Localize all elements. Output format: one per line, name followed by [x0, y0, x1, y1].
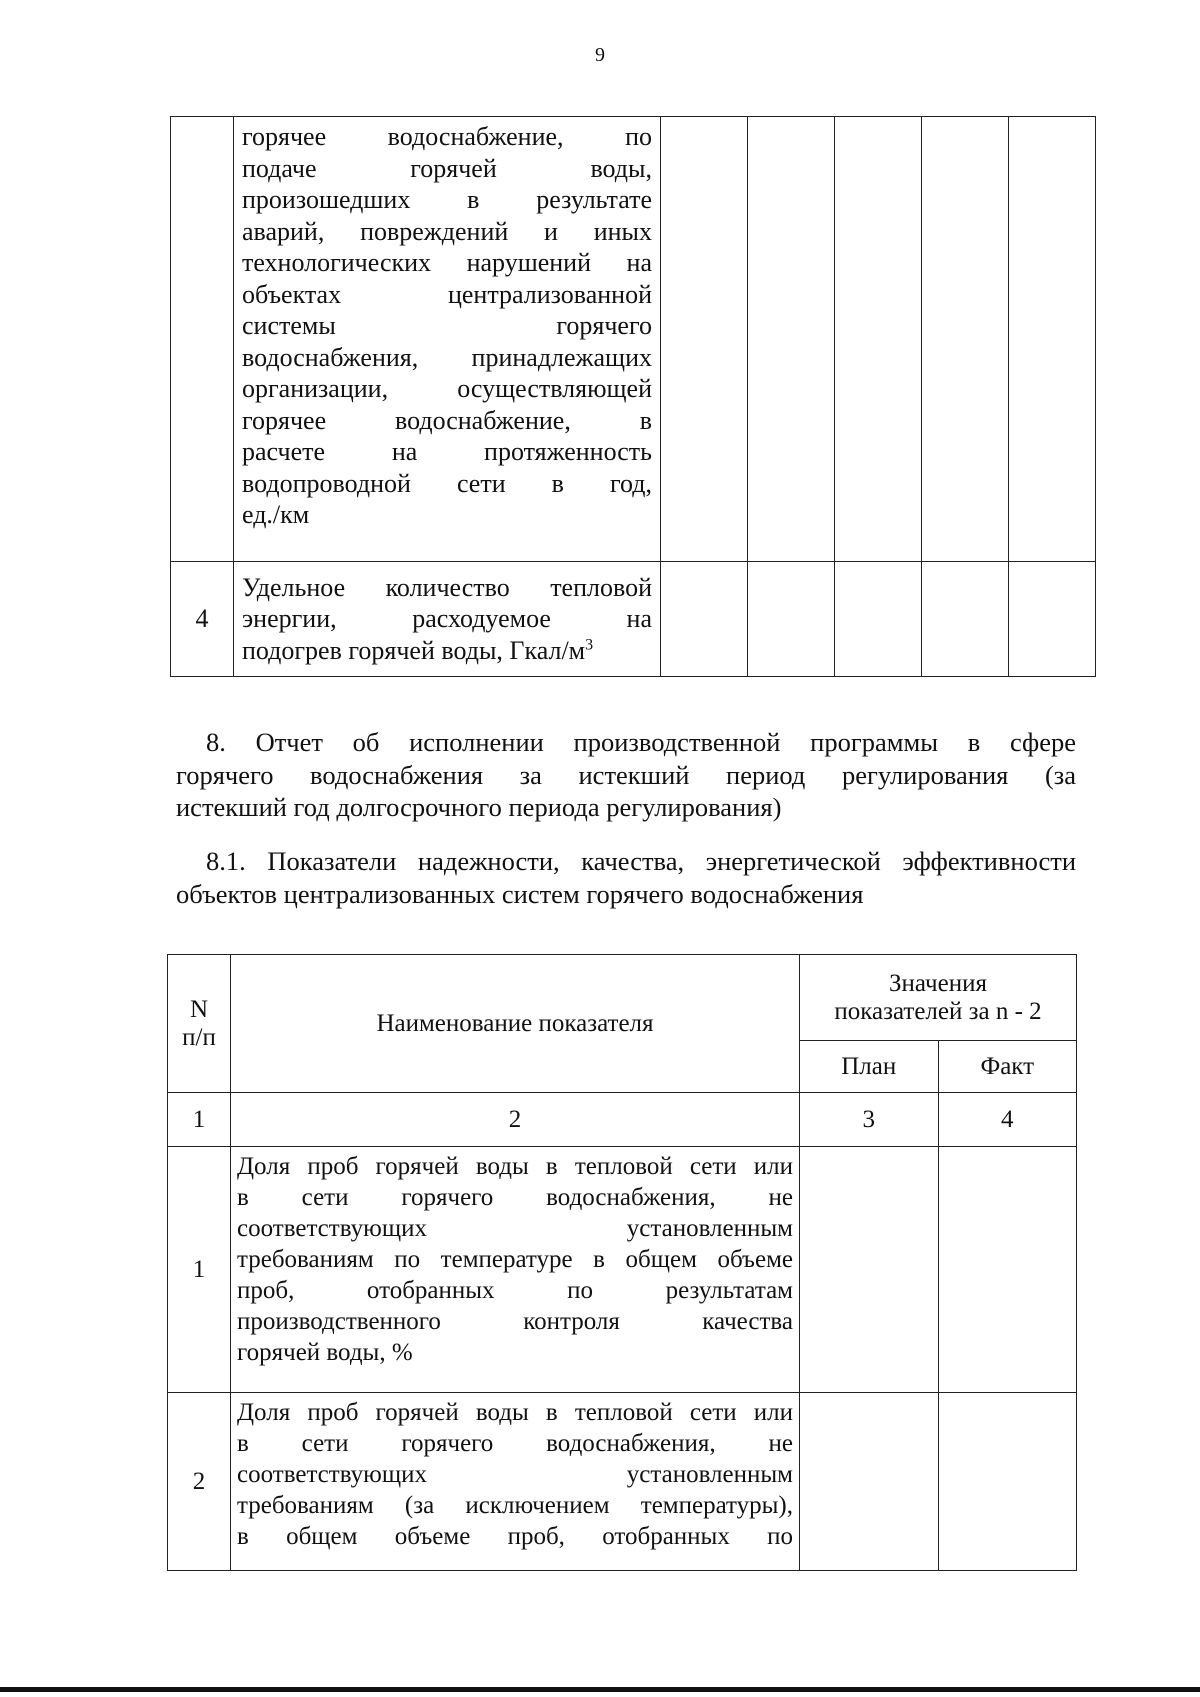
column-number: 1 [168, 1093, 231, 1147]
header-row [168, 955, 1077, 1041]
header-values [800, 955, 1077, 1041]
text-line [242, 635, 652, 667]
indicator-name [231, 1147, 800, 1393]
text-line: объектах централизованной [242, 279, 652, 309]
text-line: горячее водоснабжение, по [242, 122, 652, 151]
value-cell [922, 117, 1009, 562]
table-row [168, 1147, 1077, 1393]
text-line: 8. Отчет об исполнении производственной программы в сфере [206, 727, 1076, 757]
value-cell [748, 117, 835, 562]
header-number-line: N [189, 995, 209, 1023]
text-line: в общем объеме проб, отобранных по [237, 1523, 793, 1550]
text-line: требованиям по температуре в общем объеме [237, 1246, 793, 1273]
row-number [171, 117, 234, 562]
value-cell [1009, 117, 1096, 562]
text-line: соответствующих установленным [237, 1461, 793, 1488]
indicator-name [234, 562, 661, 677]
header-values-line: показателей за n - 2 [834, 997, 1042, 1025]
value-cell [661, 117, 748, 562]
page-bottom-rule [0, 1687, 1200, 1692]
table-row [171, 117, 1096, 562]
text-line: горячее водоснабжение, в [242, 405, 652, 435]
text-line: подаче горячей воды, [242, 153, 652, 183]
fact-value-cell [938, 1393, 1077, 1571]
table-row [171, 562, 1096, 677]
indicators-table-continued [170, 116, 1096, 677]
text-line: расчете на протяженность [242, 437, 652, 466]
text-line: организации, осуществляющей [242, 374, 652, 403]
value-cell [835, 562, 922, 677]
reliability-indicators-table [167, 954, 1077, 1571]
column-number: 4 [938, 1093, 1077, 1147]
header-number-line: п/п [182, 1023, 216, 1051]
page-number: 9 [595, 44, 605, 66]
plan-value-cell [800, 1147, 939, 1393]
unit-superscript: 3 [585, 636, 594, 654]
header-number [168, 955, 231, 1093]
text-line: энергии, расходуемое на [242, 604, 652, 634]
value-cell [748, 562, 835, 677]
header-values-line: Значения [889, 969, 987, 997]
text-line: объектов централизованных систем горячего водоснабжения [176, 878, 864, 909]
row-number: 1 [168, 1147, 231, 1393]
header-plan: План [800, 1041, 939, 1093]
text-line: горячей воды, % [237, 1339, 413, 1366]
text-line: произошедших в результате [242, 185, 652, 214]
text-line: технологических нарушений на [242, 248, 652, 277]
text-line: водоснабжения, принадлежащих [242, 342, 652, 372]
text-line: аварий, повреждений и иных [242, 216, 652, 246]
text-line: соответствующих установленным [237, 1215, 793, 1242]
text-line: горячего водоснабжения за истекший период регулирования (за [176, 759, 1076, 790]
indicator-name [234, 117, 661, 562]
header-fact: Факт [938, 1041, 1077, 1093]
row-number: 4 [171, 562, 234, 677]
column-number-row [168, 1093, 1077, 1147]
plan-value-cell [800, 1393, 939, 1571]
unit-text: подогрев горячей воды, Гкал/м [242, 635, 586, 665]
text-line: 8.1. Показатели надежности, качества, энергетической эффективности [206, 846, 1076, 876]
column-number: 3 [800, 1093, 939, 1147]
text-line: в сети горячего водоснабжения, не [237, 1184, 793, 1211]
text-line: Доля проб горячей воды в тепловой сети или [237, 1153, 793, 1180]
text-line: ед./км [242, 500, 310, 529]
table-row [168, 1393, 1077, 1571]
section-8-1-heading [176, 845, 1076, 910]
text-line: системы горячего [242, 311, 652, 340]
text-line: водопроводной сети в год, [242, 468, 652, 498]
row-number: 2 [168, 1393, 231, 1571]
fact-value-cell [938, 1147, 1077, 1393]
text-line: Доля проб горячей воды в тепловой сети или [237, 1399, 793, 1426]
text-line: производственного контроля качества [237, 1308, 793, 1335]
column-number: 2 [231, 1093, 800, 1147]
value-cell [922, 562, 1009, 677]
text-line: проб, отобранных по результатам [237, 1277, 793, 1304]
text-line: в сети горячего водоснабжения, не [237, 1430, 793, 1457]
header-indicator-name: Наименование показателя [231, 955, 800, 1093]
text-line: требованиям (за исключением температуры), [237, 1492, 793, 1519]
value-cell [1009, 562, 1096, 677]
section-8-heading [176, 726, 1076, 824]
value-cell [835, 117, 922, 562]
indicator-name [231, 1393, 800, 1571]
text-line: Удельное количество тепловой [242, 572, 652, 602]
text-line: истекший год долгосрочного периода регулирования) [176, 792, 782, 822]
value-cell [661, 562, 748, 677]
